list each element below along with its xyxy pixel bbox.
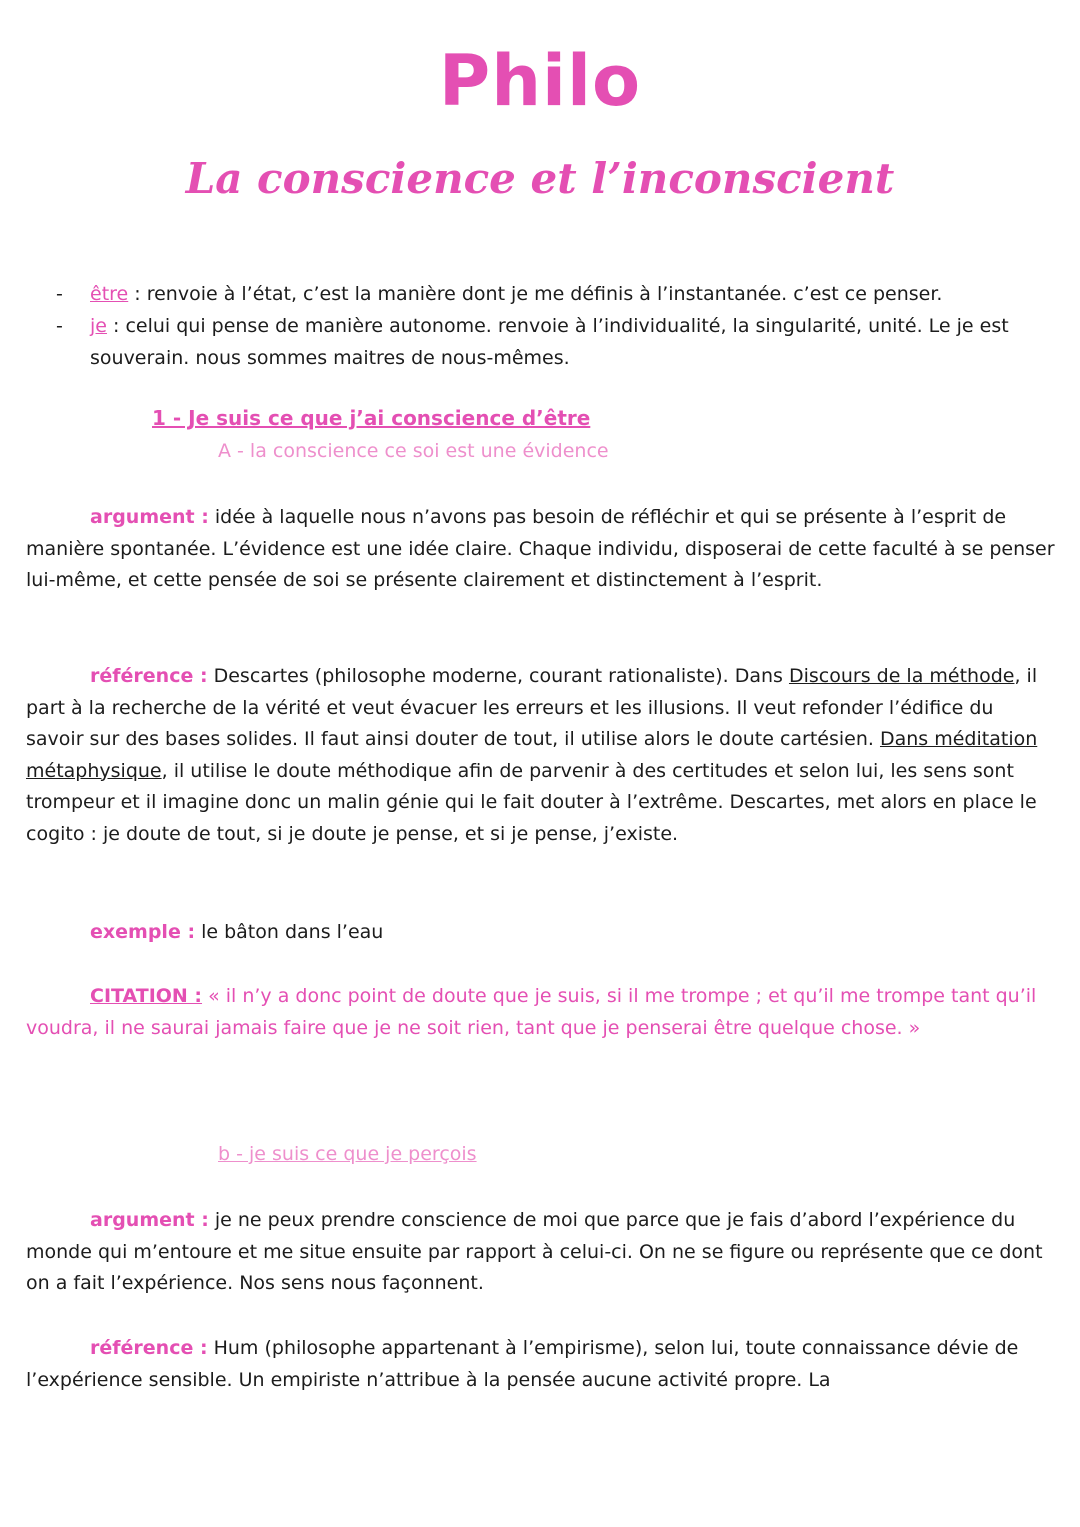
section-heading: 1 - Je suis ce que j’ai conscience d’être <box>152 406 591 430</box>
example-text: le bâton dans l’eau <box>195 921 384 943</box>
example-label: exemple : <box>90 921 196 943</box>
argument-label: argument : <box>90 1209 209 1231</box>
page-title: Philo <box>438 40 642 122</box>
argument-label: argument : <box>90 506 209 528</box>
work-title: Dans méditation métaphysique <box>26 728 1038 782</box>
citation-paragraph <box>26 981 1056 1044</box>
citation-label: CITATION : <box>90 985 203 1007</box>
bullet-dash: - <box>56 315 63 337</box>
reference-text: Hum (philosophe appartenant à l’empirisme), selon lui, toute connaissance dévie de l’expérience sensible. Un empiriste n’attribue à la pensée aucune activité propre. La <box>26 1337 1019 1391</box>
definition-item <box>56 278 1056 310</box>
reference-text: Descartes (philosophe moderne, courant rationaliste). Dans <box>207 665 789 687</box>
reference-paragraph <box>26 661 1056 850</box>
definition-item <box>56 310 1056 374</box>
page-subtitle: La conscience et l’inconscient <box>185 154 895 203</box>
argument-text: idée à laquelle nous n’avons pas besoin de réfléchir et qui se présente à l’esprit de manière spontanée. L’évidence est une idée claire. Chaque individu, disposerai de cette faculté à se penser lui-même, et cette pensée de soi se présente clairement et distinctement à l’esprit. <box>26 506 1055 591</box>
reference-paragraph <box>26 1333 1056 1396</box>
definition-text: : renvoie à l’état, c’est la manière dont je me définis à l’instantanée. c’est ce penser. <box>128 283 943 305</box>
definition-term: être <box>90 283 129 305</box>
argument-paragraph <box>26 502 1056 597</box>
citation-text: « il n’y a donc point de doute que je suis, si il me trompe ; et qu’il me trompe tant qu’il voudra, il ne saurai jamais faire que je ne soit rien, tant que je penserai être quelque chose. » <box>26 985 1037 1039</box>
argument-text: je ne peux prendre conscience de moi que parce que je fais d’abord l’expérience du monde qui m’entoure et me situe ensuite par rapport à celui-ci. On ne se figure ou représente que ce dont on a fait l’expérience. Nos sens nous façonnent. <box>26 1209 1043 1294</box>
reference-label: référence : <box>90 1337 208 1359</box>
bullet-dash: - <box>56 283 63 305</box>
subsection-heading: A - la conscience ce soi est une évidence <box>218 440 609 462</box>
definition-list <box>56 278 1056 374</box>
reference-text: , il utilise le doute méthodique afin de parvenir à des certitudes et selon lui, les sens sont trompeur et il imagine donc un malin génie qui le fait douter à l’extrême. Descartes, met alors en place le cogito : je doute de tout, si je doute je pense, et si je pense, j’existe. <box>26 759 1037 845</box>
reference-label: référence : <box>90 665 208 687</box>
definition-term: je <box>90 315 107 337</box>
reference-text: , il part à la recherche de la vérité et veut évacuer les erreurs et les illusions. Il veut refonder l’édifice du savoir sur des bases solides. Il faut ainsi douter de tout, il utilise alors le doute cartésien. <box>26 665 1038 750</box>
definition-text: : celui qui pense de manière autonome. renvoie à l’individualité, la singularité, unité. Le je est souverain. nous sommes maitres de nous-mêmes. <box>90 315 1009 369</box>
subsection-heading: b - je suis ce que je perçois <box>218 1143 477 1165</box>
argument-paragraph <box>26 1205 1056 1300</box>
work-title: Discours de la méthode <box>788 665 1015 687</box>
example-paragraph <box>26 917 1056 949</box>
